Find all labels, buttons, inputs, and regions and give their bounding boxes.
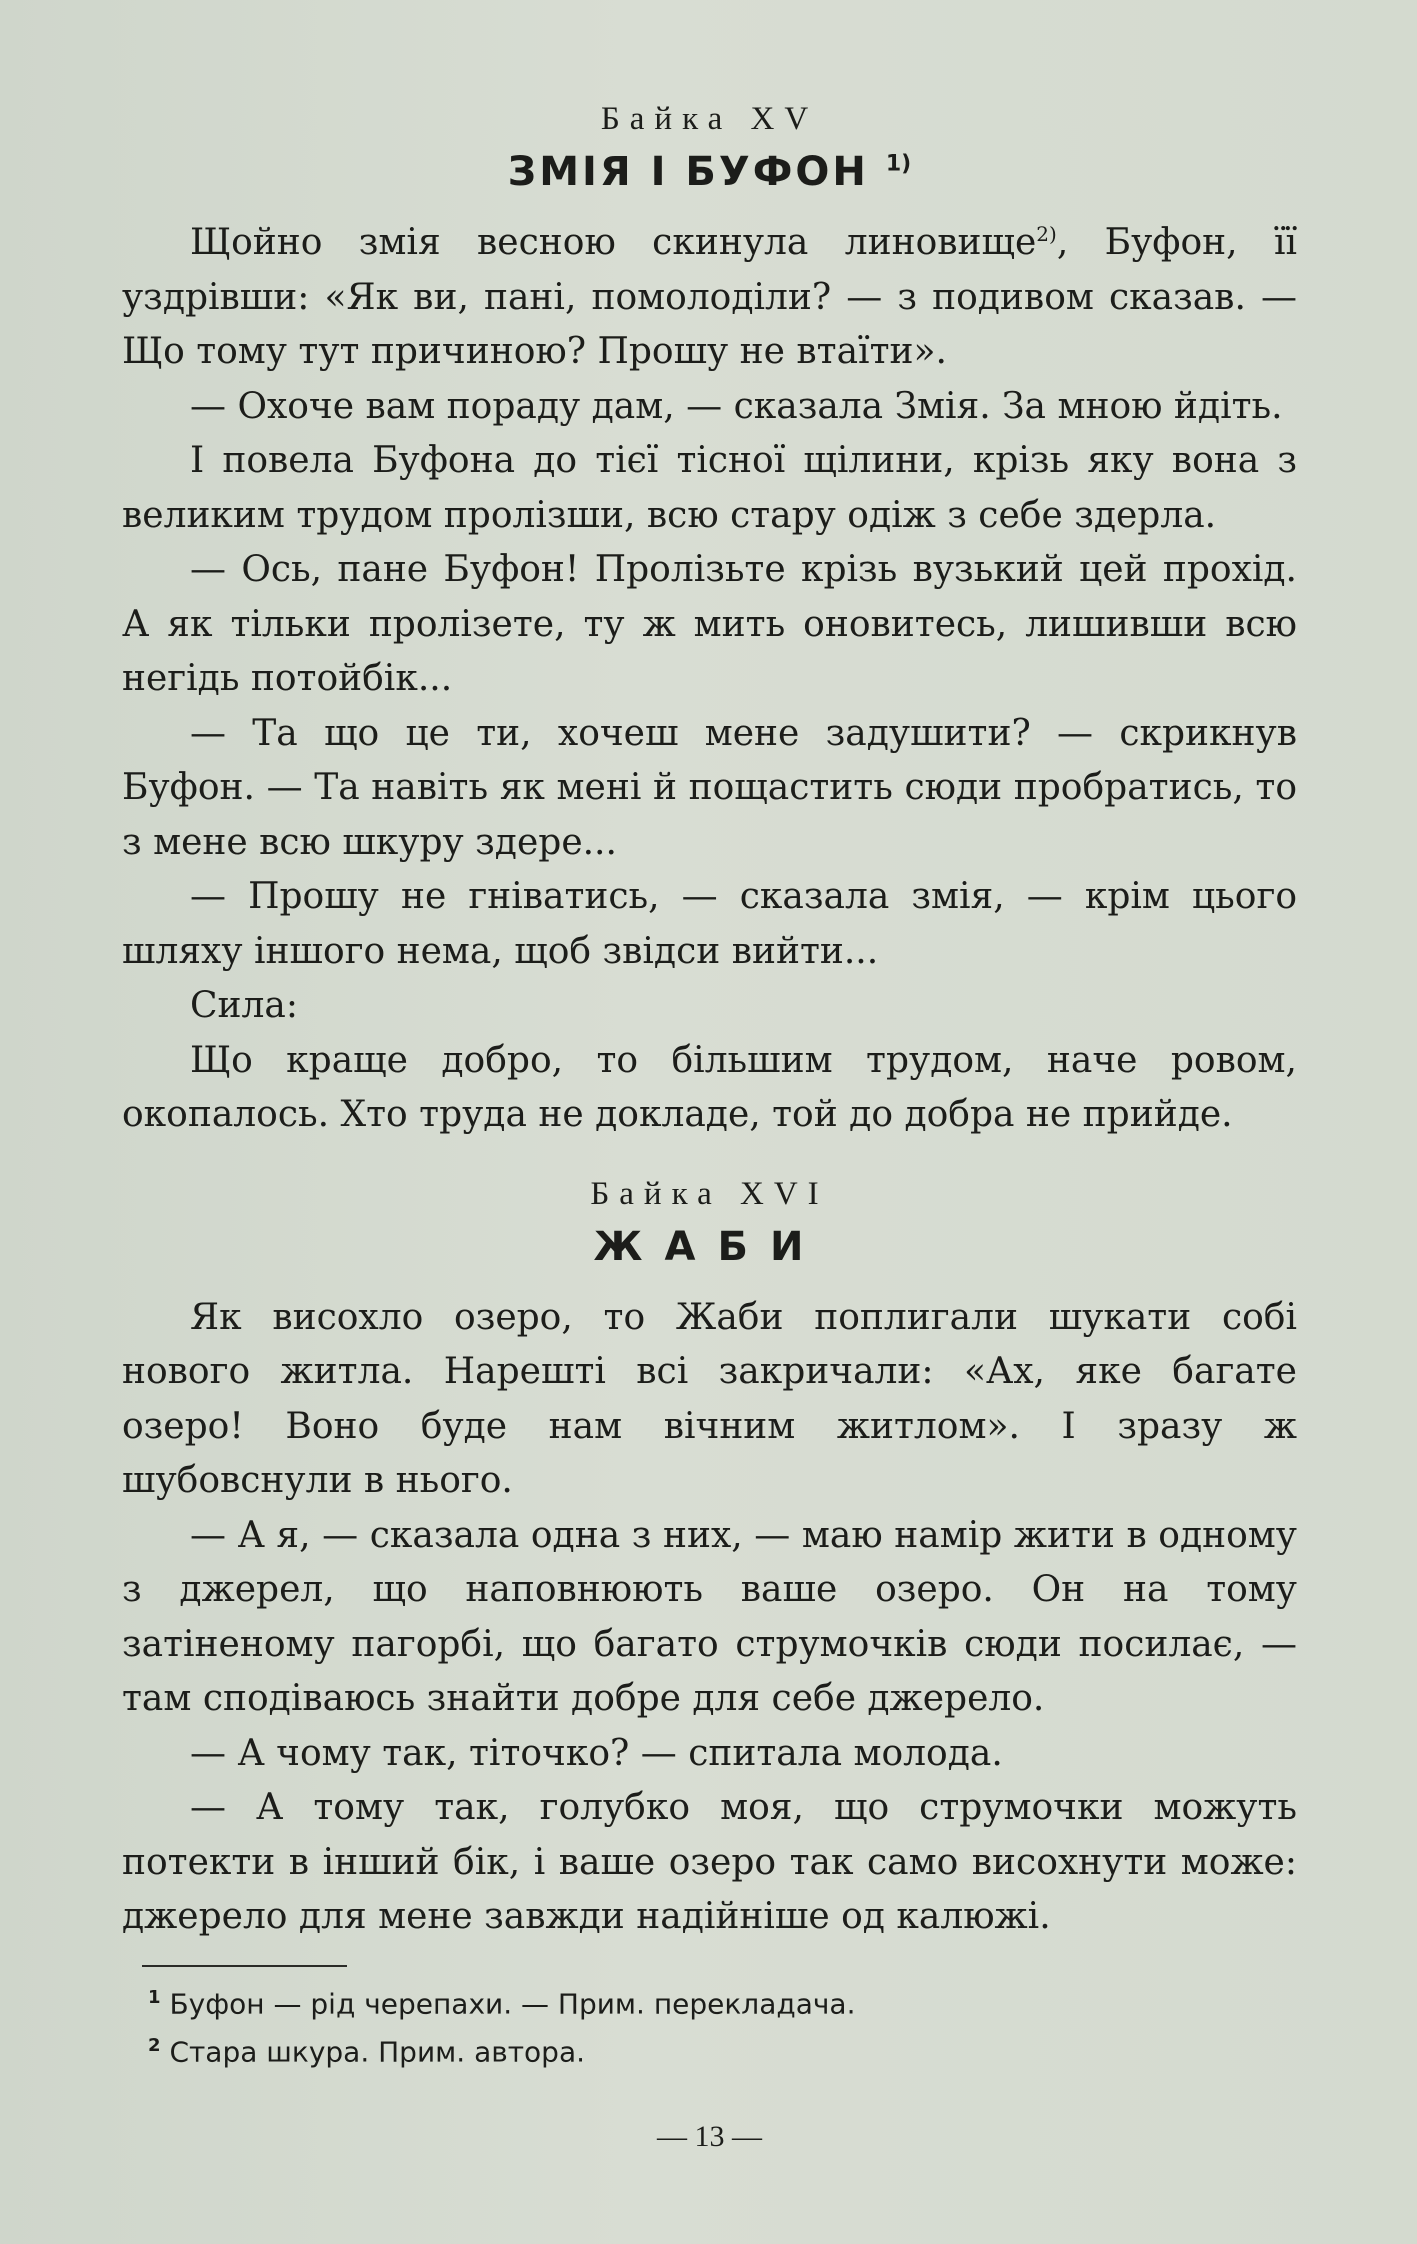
fable-15-title-footnote-mark: 1) xyxy=(885,151,912,177)
footnote-1-mark: 1 xyxy=(148,1986,161,2008)
fable-15-moral: Що краще добро, то більшим трудом, наче ровом, окопалось. Хто труда не докладе, той до добра не прийде. xyxy=(122,1039,1297,1136)
page-number: — 13 — xyxy=(657,2119,762,2153)
footnote-1 xyxy=(148,1977,1297,2025)
fable-16-paragraph-3: — А чому так, тіточко? — спитала молода. xyxy=(190,1732,1003,1774)
fable-15-label: Байка XV xyxy=(600,101,819,137)
footnote-2 xyxy=(148,2025,1297,2073)
fable-16-paragraph-2: — А я, — сказала одна з них, — маю намір жити в одному з джерел, що наповнюють ваше озеро. Он на тому затіненому пагорбі, що багато струмочків сюди посилає, — там сподіваюсь знайти добре для себе джерело. xyxy=(122,1514,1297,1720)
fable-15-title-text: ЗМІЯ І БУФОН xyxy=(507,149,869,196)
fable-15-paragraph-4: — Ось, пане Буфон! Пролізьте крізь вузький цей прохід. А як тільки пролізете, ту ж мить оновитесь, лишивши всю негідь потойбік... xyxy=(122,549,1297,700)
fable-15-paragraph-2: — Охоче вам пораду дам, — сказала Змія. За мною йдіть. xyxy=(190,385,1283,427)
fable-15-paragraph-6: — Прошу не гніватись, — сказала змія, — крім цього шляху іншого нема, щоб звідси вийти... xyxy=(122,876,1297,972)
fable-15-paragraph-1 xyxy=(122,216,1297,380)
section-gap xyxy=(122,1143,1297,1171)
footnote-mark-2: 2) xyxy=(1036,222,1057,247)
fable-16-paragraph-1: Як висохло озеро, то Жаби поплигали шукати собі нового житла. Нарешті всі закричали: «Ах, яке багате озеро! Воно буде нам вічним житлом». І зразу ж шубовснули в нього. xyxy=(122,1296,1297,1502)
fable-15-paragraph-3: І повела Буфона до тієї тісної щілини, крізь яку вона з великим трудом пролізши, всю стару одіж з себе здерла. xyxy=(122,440,1297,536)
fable-15-moral-heading: Сила: xyxy=(190,985,298,1027)
paragraph-text: , Буфон, її уздрівши: «Як ви, пані, помолоділи? — з подивом сказав. — Що тому тут причиною? Прошу не втаїти». xyxy=(122,222,1297,373)
footnote-2-mark: 2 xyxy=(148,2035,161,2057)
fable-16-paragraph-4: — А тому так, голубко моя, що струмочки можуть потекти в інший бік, і ваше озеро так само висохнути може: джерело для мене завжди надійніше од калюжі. xyxy=(122,1787,1297,1938)
footnote-divider xyxy=(142,1965,347,1967)
fable-15-paragraph-5: — Та що це ти, хочеш мене задушити? — скрикнув Буфон. — Та навіть як мені й пощастить сюди пробратись, то з мене всю шкуру здере... xyxy=(122,712,1297,863)
fable-16-label: Байка XVI xyxy=(590,1175,829,1212)
fable-15-title xyxy=(122,146,1297,198)
fable-16-title: ЖАБИ xyxy=(593,1223,826,1270)
footnote-2-text: Стара шкура. Прим. автора. xyxy=(169,2035,586,2069)
paragraph-text: Щойно змія весною скинула линовище xyxy=(190,222,1037,264)
footnote-1-text: Буфон — рід черепахи. — Прим. перекладача. xyxy=(169,1987,856,2021)
